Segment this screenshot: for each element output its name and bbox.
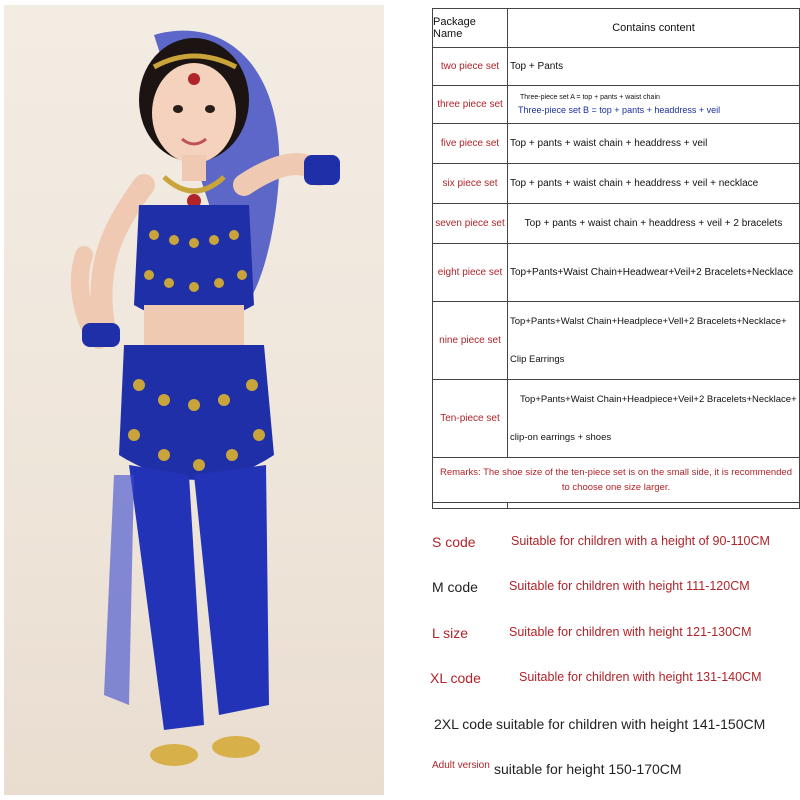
table-row: [433, 124, 800, 164]
size-description: Suitable for children with height 111-120CM: [509, 579, 750, 593]
package-content: [508, 302, 800, 380]
package-content: Top + Pants: [508, 48, 800, 86]
table-row-remarks: [433, 458, 800, 503]
table-tail-cell: [433, 503, 508, 509]
package-name: eight piece set: [433, 244, 508, 302]
size-code: S code: [432, 534, 476, 550]
size-row-2xl: [432, 706, 800, 744]
size-code: L size: [432, 625, 469, 641]
header-package-name: Package Name: [433, 9, 508, 48]
size-row-xl: [432, 660, 800, 698]
girl-in-belly-dance-costume-illustration: [4, 5, 384, 795]
size-row-m: [432, 569, 800, 607]
table-row: [433, 380, 800, 458]
size-row-adult: [432, 751, 800, 789]
table-tail-row: [433, 503, 800, 509]
table-header-row: [433, 9, 800, 48]
package-name: Ten-piece set: [433, 380, 508, 458]
size-code: 2XL code: [434, 716, 493, 732]
package-table: [432, 8, 800, 509]
package-name: six piece set: [433, 164, 508, 204]
remarks-text: Remarks: The shoe size of the ten-piece set is on the small side, it is recommended to choose one size larger.: [433, 458, 800, 503]
header-contains-content: Contains content: [508, 9, 800, 48]
package-content: Top + pants + waist chain + headdress + veil: [508, 124, 800, 164]
table-row: [433, 86, 800, 124]
package-name: seven piece set: [433, 204, 508, 244]
table-row: [433, 48, 800, 86]
package-name: five piece set: [433, 124, 508, 164]
package-content-b: Three-piece set B = top + pants + headdress + veil: [518, 104, 721, 115]
package-content: [508, 86, 800, 124]
table-row: [433, 204, 800, 244]
table-row: [433, 302, 800, 380]
package-content: [508, 380, 800, 458]
table-tail-cell: [508, 503, 800, 509]
size-description: suitable for children with height 141-150CM: [496, 716, 766, 732]
package-name: nine piece set: [433, 302, 508, 380]
table-row: [433, 244, 800, 302]
size-description: suitable for height 150-170CM: [494, 761, 682, 777]
size-row-s: [432, 524, 800, 562]
size-description: Suitable for children with height 131-140CM: [519, 670, 762, 684]
table-row: [433, 164, 800, 204]
product-photo: [4, 5, 384, 795]
size-description: Suitable for children with height 121-130CM: [509, 625, 752, 639]
package-content-b: Clip Earrings: [510, 354, 565, 365]
package-content-a: Top+Pants+Waist Chain+Headpiece+Veil+2 Bracelets+Necklace+: [520, 394, 797, 405]
package-name: two piece set: [433, 48, 508, 86]
package-content-a: Three-piece set A = top + pants + waist chain: [520, 93, 660, 101]
package-content: Top+Pants+Waist Chain+Headwear+Veil+2 Bracelets+Necklace: [508, 244, 800, 302]
package-content: Top + pants + waist chain + headdress + veil + 2 bracelets: [508, 204, 800, 244]
size-row-l: [432, 615, 800, 653]
size-code: M code: [432, 579, 478, 595]
size-code: Adult version: [432, 760, 490, 771]
size-description: Suitable for children with a height of 90-110CM: [511, 534, 770, 548]
package-name: three piece set: [433, 86, 508, 124]
package-content-b: clip-on earrings + shoes: [510, 432, 612, 443]
package-content: Top + pants + waist chain + headdress + veil + necklace: [508, 164, 800, 204]
package-content-a: Top+Pants+Walst Chain+Headplece+Vell+2 Bracelets+Necklace+: [510, 316, 787, 327]
size-code: XL code: [430, 670, 481, 686]
